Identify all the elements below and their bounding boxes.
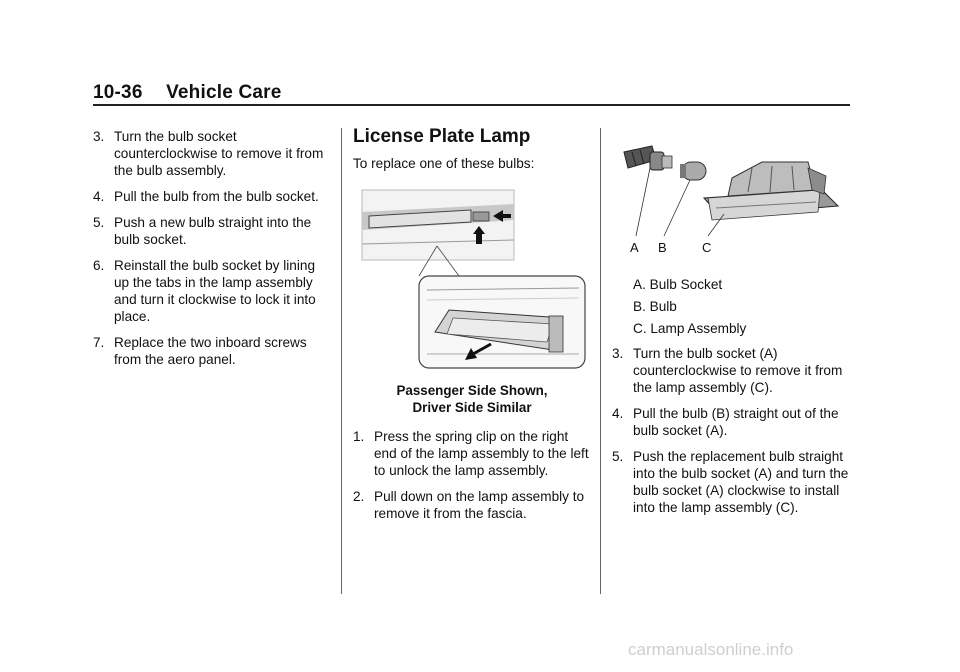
list-item: 2. Pull down on the lamp assembly to remove it from the fascia. [353, 489, 585, 521]
label-c: C [702, 240, 712, 255]
legend-item: B. Bulb [633, 299, 677, 314]
figure-legend [612, 276, 850, 337]
legend-item: A. Bulb Socket [633, 277, 723, 292]
column-divider-2 [600, 128, 601, 594]
list-item: 4. Pull the bulb (B) straight out of the bulb socket (A). [612, 406, 839, 438]
bulb-drawing [680, 162, 706, 180]
label-b: B [658, 240, 667, 255]
list-item: 5. Push a new bulb straight into the bulb socket. [93, 215, 312, 247]
license-plate-lamp-title: License Plate Lamp [353, 126, 531, 147]
list-item: 7. Replace the two inboard screws from the aero panel. [93, 335, 307, 367]
column-divider-1 [341, 128, 342, 594]
middle-column [353, 128, 591, 531]
bulb-socket-drawing [624, 146, 672, 170]
left-column [93, 128, 331, 377]
section-title-header: Vehicle Care [166, 82, 282, 103]
label-a: A [630, 240, 639, 255]
list-item: 5. Push the replacement bulb straight into the bulb socket (A) and turn the bulb socket (A) clockwise to install into the lamp assembly (C). [612, 449, 849, 515]
legend-item: C. Lamp Assembly [633, 321, 747, 336]
list-item: 3. Turn the bulb socket (A) counterclockwise to remove it from the lamp assembly (C). [612, 346, 843, 395]
lamp-assembly-drawing [704, 162, 838, 220]
bulb-assembly-figure [612, 138, 850, 262]
list-item: 6. Reinstall the bulb socket by lining up the tabs in the lamp assembly and turn it clockwise to lock it into place. [93, 258, 316, 324]
figure-caption: Passenger Side Shown, Driver Side Similar [396, 383, 548, 415]
page-header [93, 82, 282, 104]
list-item: 4. Pull the bulb from the bulb socket. [93, 189, 319, 204]
right-steps-list [612, 345, 850, 516]
intro-text: To replace one of these bulbs: [353, 156, 535, 171]
license-plate-lamp-figure [353, 182, 591, 372]
header-rule [93, 104, 850, 106]
right-column [612, 138, 850, 525]
page-number: 10-36 [93, 82, 143, 103]
watermark: carmanualsonline.info [628, 640, 794, 659]
middle-steps-list [353, 428, 591, 522]
list-item: 3. Turn the bulb socket counterclockwise to remove it from the bulb assembly. [93, 129, 324, 178]
left-steps-list [93, 128, 331, 368]
list-item: 1. Press the spring clip on the right end of the lamp assembly to the left to unlock the lamp assembly. [353, 429, 589, 478]
